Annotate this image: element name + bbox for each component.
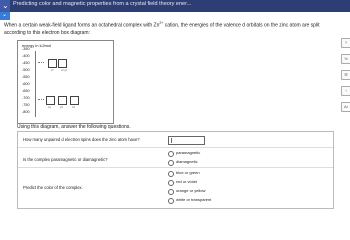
chevron-down-icon: ⌄ xyxy=(2,1,9,10)
question-text: Predict the color of the complex. xyxy=(23,185,83,190)
data-button[interactable]: ☰ xyxy=(341,70,350,80)
top-bar xyxy=(0,0,350,12)
questions-table xyxy=(17,131,334,209)
color-radio[interactable] xyxy=(168,171,174,177)
orbital-label: x²-y² xyxy=(61,68,67,72)
tick-label: -750 xyxy=(22,103,30,107)
periodic-table-button[interactable]: ↑ xyxy=(341,86,350,96)
tick-label: -350 xyxy=(22,47,30,51)
question-row xyxy=(18,132,333,147)
orbital-box[interactable] xyxy=(48,59,57,68)
option-label: red or violet xyxy=(176,179,197,184)
calculator-button[interactable]: ½ xyxy=(341,54,350,64)
text-cursor xyxy=(171,138,172,143)
color-radio[interactable] xyxy=(168,180,174,186)
energy-level-line xyxy=(38,99,44,100)
option-label: white or transparent xyxy=(176,197,212,202)
tick-label: -700 xyxy=(22,96,30,100)
instructions: Using this diagram, answer the following questions. xyxy=(17,124,131,130)
diamagnetic-radio[interactable] xyxy=(168,160,174,166)
orbital-box[interactable] xyxy=(58,59,67,68)
electron-box-diagram xyxy=(17,40,114,124)
unpaired-electrons-input[interactable] xyxy=(168,136,205,145)
option-label: blue or green xyxy=(176,170,200,175)
tools-sidebar xyxy=(340,38,350,118)
tick-label: -500 xyxy=(22,68,30,72)
color-radio[interactable] xyxy=(168,198,174,204)
expand-tab[interactable] xyxy=(0,12,10,20)
question-row xyxy=(18,147,333,168)
energy-level-line xyxy=(38,62,44,63)
paramagnetic-radio[interactable] xyxy=(168,151,174,157)
color-radio[interactable] xyxy=(168,189,174,195)
question-text: How many unpaired d electron spins does the zinc atom have? xyxy=(23,137,140,142)
option-label: orange or yellow xyxy=(176,188,206,193)
orbital-box[interactable] xyxy=(58,96,67,105)
page-title: Predicting color and magnetic properties from a crystal field theory ener... xyxy=(13,1,192,7)
tick-label: -450 xyxy=(22,61,30,65)
tick-label: -400 xyxy=(22,54,30,58)
orbital-label: z² xyxy=(51,68,54,72)
orbital-box[interactable] xyxy=(70,96,79,105)
axis-title: energy in kJ/mol xyxy=(22,43,52,48)
orbital-box[interactable] xyxy=(46,96,55,105)
chevron-down-icon: ⌄ xyxy=(2,12,8,18)
intro-text: When a certain weak-field ligand forms an octahedral complex with $Zn^{2+}$ cation, the energies of the valence d orbitals on the zinc atom are split according to this electron box diagram: xyxy=(4,21,320,36)
option-label: diamagnetic xyxy=(176,159,198,164)
orbital-label: xy xyxy=(48,105,51,109)
orbital-label: yz xyxy=(60,105,63,109)
tick-label: -600 xyxy=(22,82,30,86)
tick-label: -800 xyxy=(22,110,30,114)
question-row xyxy=(18,167,333,209)
help-button[interactable]: ? xyxy=(341,38,350,48)
tick-label: -550 xyxy=(22,75,30,79)
reference-button[interactable]: Ar xyxy=(341,102,350,112)
energy-axis xyxy=(35,51,36,117)
tick-label: -650 xyxy=(22,89,30,93)
question-text: Is the complex paramagnetic or diamagnetic? xyxy=(23,157,108,162)
option-label: paramagnetic xyxy=(176,150,201,155)
orbital-label: xz xyxy=(72,105,75,109)
